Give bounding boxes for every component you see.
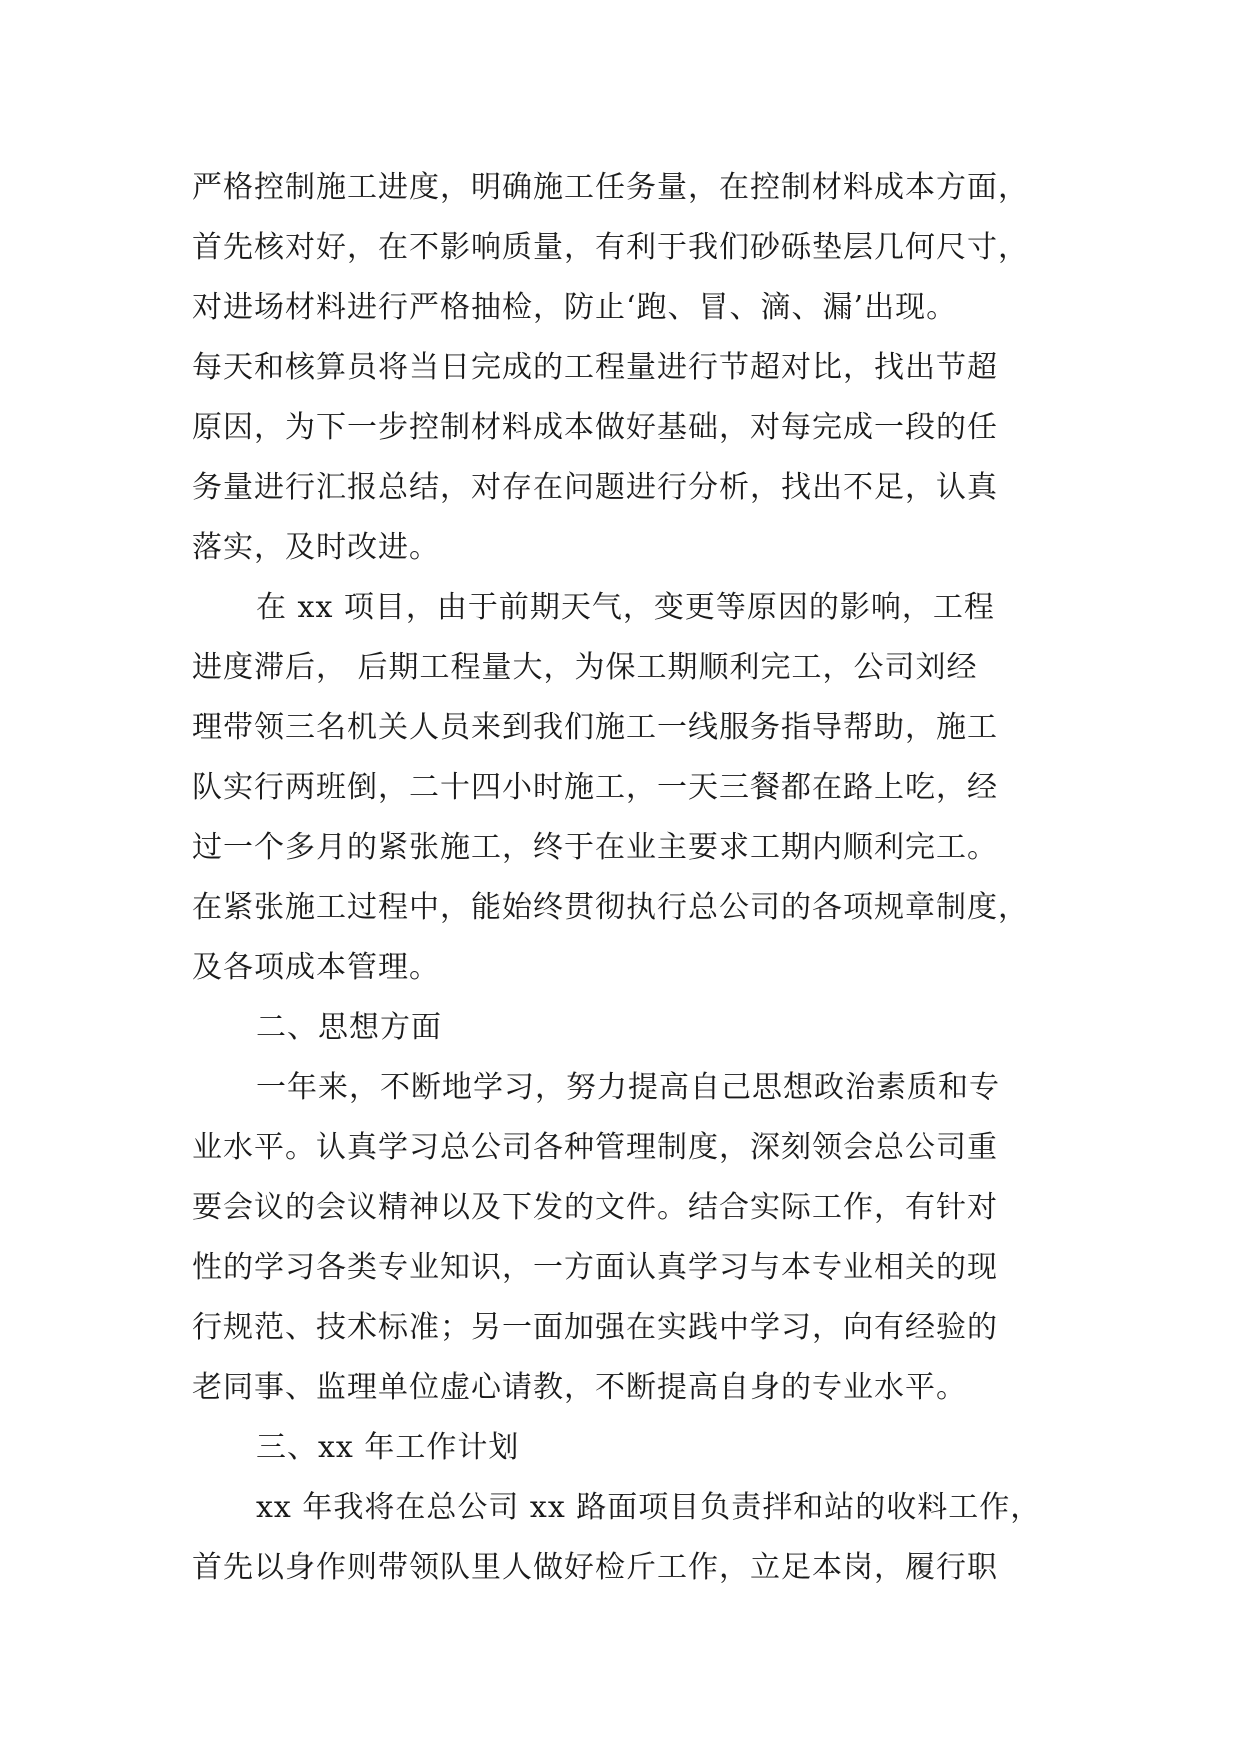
text-line: 每天和核算员将当日完成的工程量进行节超对比，找出节超 (192, 350, 998, 385)
text-line: 性的学习各类专业知识，一方面认真学习与本专业相关的现 (192, 1250, 998, 1285)
text-line: 务量进行汇报总结，对存在问题进行分析，找出不足，认真 (192, 470, 998, 505)
text-line: 进度滞后， 后期工程量大，为保工期顺利完工，公司刘经 (192, 650, 978, 685)
text-line: 队实行两班倒，二十四小时施工，一天三餐都在路上吃，经 (192, 770, 998, 805)
text-line: 要会议的会议精神以及下发的文件。结合实际工作，有针对 (192, 1190, 998, 1225)
text-line: 首先以身作则带领队里人做好检斤工作，立足本岗，履行职 (192, 1550, 998, 1585)
section-heading-work-plan: 三、xx 年工作计划 (256, 1430, 520, 1465)
section-heading-thought: 二、思想方面 (256, 1010, 442, 1045)
paragraph-start-line: 在 xx 项目，由于前期天气，变更等原因的影响，工程 (256, 590, 995, 625)
text-line: 过一个多月的紧张施工，终于在业主要求工期内顺利完工。 (192, 830, 998, 865)
paragraph-start-line: xx 年我将在总公司 xx 路面项目负责拌和站的收料工作， (256, 1490, 1042, 1525)
text-line: 行规范、技术标准；另一面加强在实践中学习，向有经验的 (192, 1310, 998, 1345)
paragraph-start-line: 一年来，不断地学习，努力提高自己思想政治素质和专 (256, 1070, 1000, 1105)
text-line: 严格控制施工进度，明确施工任务量，在控制材料成本方面， (192, 170, 1029, 205)
text-line: 理带领三名机关人员来到我们施工一线服务指导帮助，施工 (192, 710, 998, 745)
text-line: 落实，及时改进。 (192, 530, 440, 565)
text-line: 老同事、监理单位虚心请教，不断提高自身的专业水平。 (192, 1370, 967, 1405)
text-line: 及各项成本管理。 (192, 950, 440, 985)
text-line: 对进场材料进行严格抽检，防止‘跑、冒、滴、漏’出现。 (192, 290, 958, 325)
text-line: 业水平。认真学习总公司各种管理制度，深刻领会总公司重 (192, 1130, 998, 1165)
document-body (192, 158, 1072, 1598)
text-line: 首先核对好，在不影响质量，有利于我们砂砾垫层几何尺寸， (192, 230, 1029, 265)
text-line: 原因，为下一步控制材料成本做好基础，对每完成一段的任 (192, 410, 998, 445)
text-line: 在紧张施工过程中，能始终贯彻执行总公司的各项规章制度， (192, 890, 1029, 925)
